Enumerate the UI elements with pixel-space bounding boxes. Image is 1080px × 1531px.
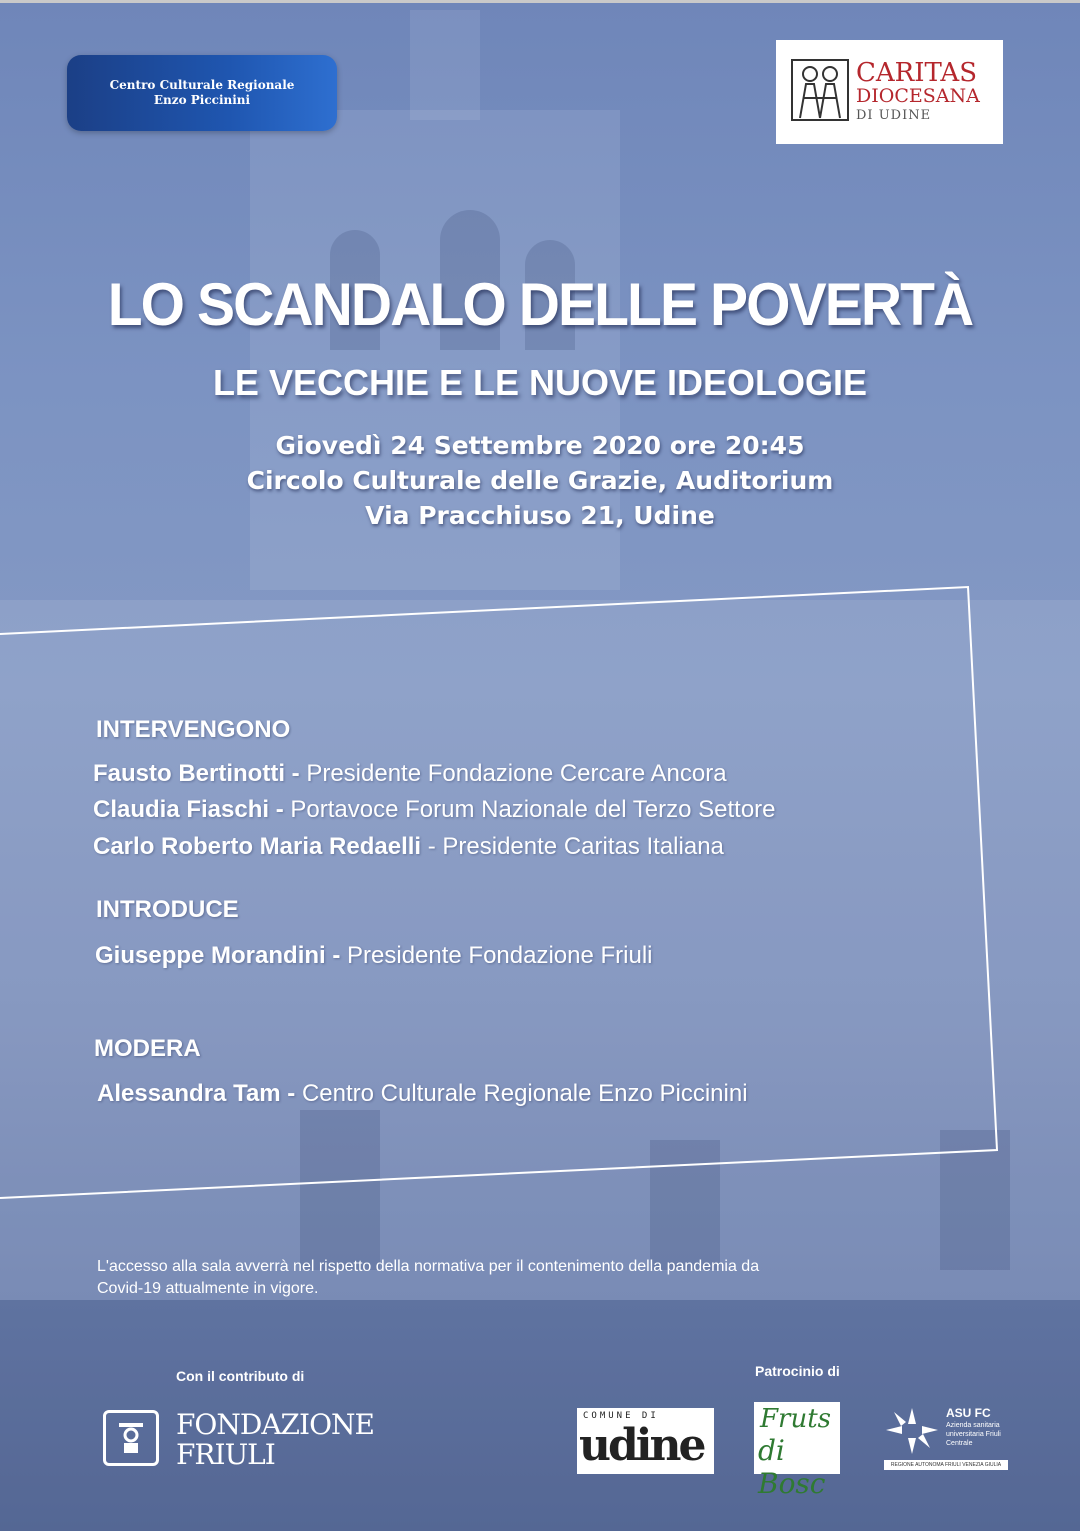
speaker-row (93, 833, 724, 861)
asu-star-icon (882, 1404, 942, 1458)
caritas-name: CARITAS (856, 58, 978, 88)
caritas-subtitle: DIOCESANA (856, 85, 980, 107)
asu-fc-logo (882, 1402, 1012, 1476)
speaker-role: Presidente Fondazione Cercare Ancora (306, 760, 727, 787)
fruts-logo-line1: Fruts (760, 1404, 832, 1434)
udine-logo-name: udine (579, 1420, 704, 1471)
organizer-name-line1: Centro Culturale Regionale (109, 78, 295, 92)
separator: - (280, 1080, 302, 1107)
speaker-name: Carlo Roberto Maria Redaelli (93, 833, 422, 860)
udine-logo-top: COMUNE DI (583, 1411, 659, 1421)
speaker-role: Presidente Caritas Italiana (442, 833, 724, 860)
patronage-label: Patrocinio di (755, 1363, 840, 1379)
moderator-heading: MODERA (94, 1035, 201, 1062)
moderator-name: Alessandra Tam (97, 1080, 281, 1107)
asu-description: Azienda sanitaria universitaria Friuli Centrale (946, 1422, 1001, 1447)
speaker-name: Fausto Bertinotti (93, 760, 285, 787)
covid-notice: L'accesso alla sala avverrà nel rispetto della normativa per il contenimento della pandemia da Covid-19 attualmente in vigore. (97, 1258, 760, 1297)
speaker-row (93, 796, 776, 824)
separator: - (285, 760, 307, 787)
moderator-row (97, 1080, 748, 1108)
separator: - (421, 833, 443, 860)
speaker-row (93, 760, 727, 788)
comune-udine-logo (577, 1408, 714, 1474)
fondazione-name-line1: FONDAZIONE (176, 1408, 374, 1441)
intro-heading: INTRODUCE (96, 896, 239, 923)
speaker-name: Claudia Fiaschi (93, 796, 270, 823)
speaker-role: Portavoce Forum Nazionale del Terzo Settore (290, 796, 776, 823)
asu-region-strip: REGIONE AUTONOMA FRIULI VENEZIA GIULIA (884, 1460, 1008, 1470)
speakers-heading: INTERVENGONO (96, 716, 291, 743)
caritas-city: DI UDINE (856, 108, 932, 123)
separator: - (269, 796, 291, 823)
organizer-name-line2: Enzo Piccinini (153, 93, 251, 107)
fruts-logo-line2: di Bosc (758, 1434, 826, 1500)
event-datetime: Giovedì 24 Settembre 2020 ore 20:45 (275, 431, 805, 460)
fondazione-name-line2: FRIULI (176, 1438, 275, 1471)
event-title: LO SCANDALO DELLE POVERTÀ (107, 271, 973, 338)
event-venue: Circolo Culturale delle Grazie, Auditorium (246, 466, 834, 495)
fondazione-friuli-logo (103, 1408, 383, 1488)
intro-name: Giuseppe Morandini (95, 942, 326, 969)
event-address: Via Pracchiuso 21, Udine (365, 501, 715, 530)
event-subtitle: LE VECCHIE E LE NUOVE IDEOLOGIE (212, 362, 868, 403)
separator: - (325, 942, 348, 969)
fruts-di-bosc-logo (754, 1402, 840, 1500)
contribution-label: Con il contributo di (176, 1368, 305, 1384)
asu-name: ASU FC (946, 1406, 991, 1420)
fondazione-emblem-icon (103, 1410, 159, 1466)
moderator-role: Centro Culturale Regionale Enzo Piccinini (301, 1080, 748, 1107)
intro-role: Presidente Fondazione Friuli (347, 942, 653, 969)
intro-row (95, 942, 653, 970)
